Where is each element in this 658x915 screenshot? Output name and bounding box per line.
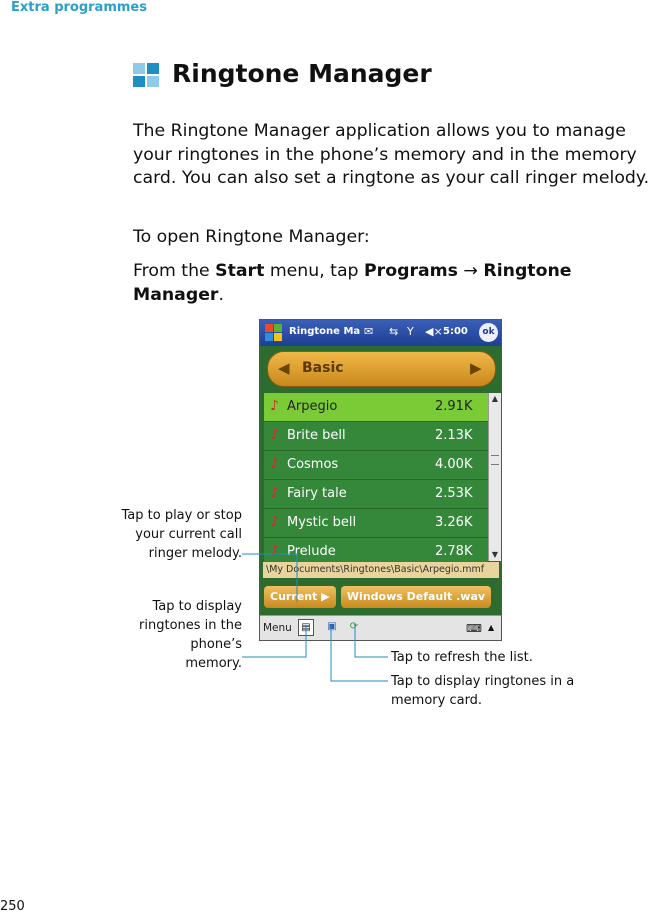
ringtone-row[interactable] — [264, 509, 488, 538]
app-title: Ringtone Ma — [289, 326, 361, 337]
ringtone-name: Mystic bell — [287, 515, 357, 530]
ringtone-name: Arpegio — [287, 399, 338, 414]
ringtone-name: Cosmos — [287, 457, 339, 472]
scrollbar[interactable] — [488, 393, 501, 561]
signal-icon[interactable]: Y — [407, 325, 414, 338]
next-category-icon[interactable]: ▶ — [470, 359, 482, 377]
clock[interactable]: 5:00 — [443, 326, 468, 337]
music-note-icon: ♪ — [270, 456, 279, 472]
section-icon — [133, 63, 159, 87]
start-logo-icon[interactable] — [265, 324, 283, 342]
ringtone-row[interactable] — [264, 451, 488, 480]
ringtone-row[interactable] — [264, 393, 488, 422]
input-menu-icon[interactable]: ▲ — [488, 623, 495, 632]
callout-memory-card: Tap to display ringtones in a memory card. — [391, 674, 575, 708]
ringtone-row[interactable] — [264, 422, 488, 451]
category-label: Basic — [302, 360, 344, 376]
music-note-icon: ♪ — [270, 398, 279, 414]
current-button[interactable]: Current ▶ — [264, 586, 336, 608]
keyboard-icon[interactable]: ⌨ — [466, 622, 482, 635]
ringtone-name: Fairy tale — [287, 486, 347, 501]
windows-default-button[interactable]: Windows Default .wav — [341, 586, 491, 608]
ringtone-list — [264, 393, 488, 567]
music-note-icon: ♪ — [270, 427, 279, 443]
callout-phone-memory: Tap to display ringtones in the phone’s memory. — [139, 599, 242, 671]
volume-icon[interactable]: ◀× — [425, 325, 443, 338]
memory-card-icon[interactable]: ▣ — [327, 621, 337, 632]
file-path: \My Documents\Ringtones\Basic\Arpegio.mmf — [263, 562, 499, 578]
refresh-icon[interactable]: ⟳ — [349, 621, 359, 632]
prev-category-icon[interactable]: ◀ — [278, 359, 290, 377]
programs-label: Programs — [364, 261, 458, 281]
music-note-icon: ♪ — [270, 485, 279, 501]
music-note-icon: ♪ — [270, 514, 279, 530]
callout-play: Tap to play or stop your current call ringer melody. — [121, 508, 242, 561]
scroll-down-icon[interactable]: ▼ — [491, 550, 499, 559]
ringtone-size: 2.91K — [435, 399, 473, 414]
title-bar — [260, 320, 501, 346]
menu-button[interactable]: Menu — [263, 622, 292, 634]
command-bar — [260, 615, 501, 641]
ringtone-size: 2.13K — [435, 428, 473, 443]
ringtone-row[interactable] — [264, 480, 488, 509]
phone-screen — [259, 319, 502, 641]
connectivity-icon[interactable]: ⇆ — [389, 325, 399, 338]
ringtone-name: Brite bell — [287, 428, 346, 443]
ringtone-size: 2.53K — [435, 486, 473, 501]
ok-button[interactable]: ok — [479, 323, 498, 342]
ringtone-size: 2.78K — [435, 544, 473, 559]
phone-memory-icon[interactable]: ▤ — [298, 619, 314, 636]
message-icon[interactable]: ✉ — [364, 325, 374, 338]
app-label: Ringtone Manager — [133, 261, 572, 305]
intro-paragraph: The Ringtone Manager application allows you to manage your ringtones in the phone’s memory and in the memory card. You can also set a ringtone as your call ringer melody. — [133, 121, 650, 188]
page-title: Ringtone Manager — [172, 59, 432, 88]
callout-refresh: Tap to refresh the list. — [391, 650, 533, 665]
instruction-paragraph: From the Start menu, tap Programs → Ringtone Manager. — [133, 261, 572, 305]
music-note-icon: ♪ — [270, 543, 279, 559]
scroll-thumb[interactable] — [491, 455, 499, 465]
ringtone-size: 3.26K — [435, 515, 473, 530]
category-selector — [267, 351, 496, 387]
page-number: 250 — [0, 899, 25, 914]
ringtone-name: Prelude — [287, 544, 336, 559]
open-label: To open Ringtone Manager: — [133, 227, 370, 247]
start-label: Start — [215, 261, 265, 281]
ringtone-size: 4.00K — [435, 457, 473, 472]
scroll-up-icon[interactable]: ▲ — [491, 394, 499, 403]
section-header: Extra programmes — [11, 0, 147, 15]
